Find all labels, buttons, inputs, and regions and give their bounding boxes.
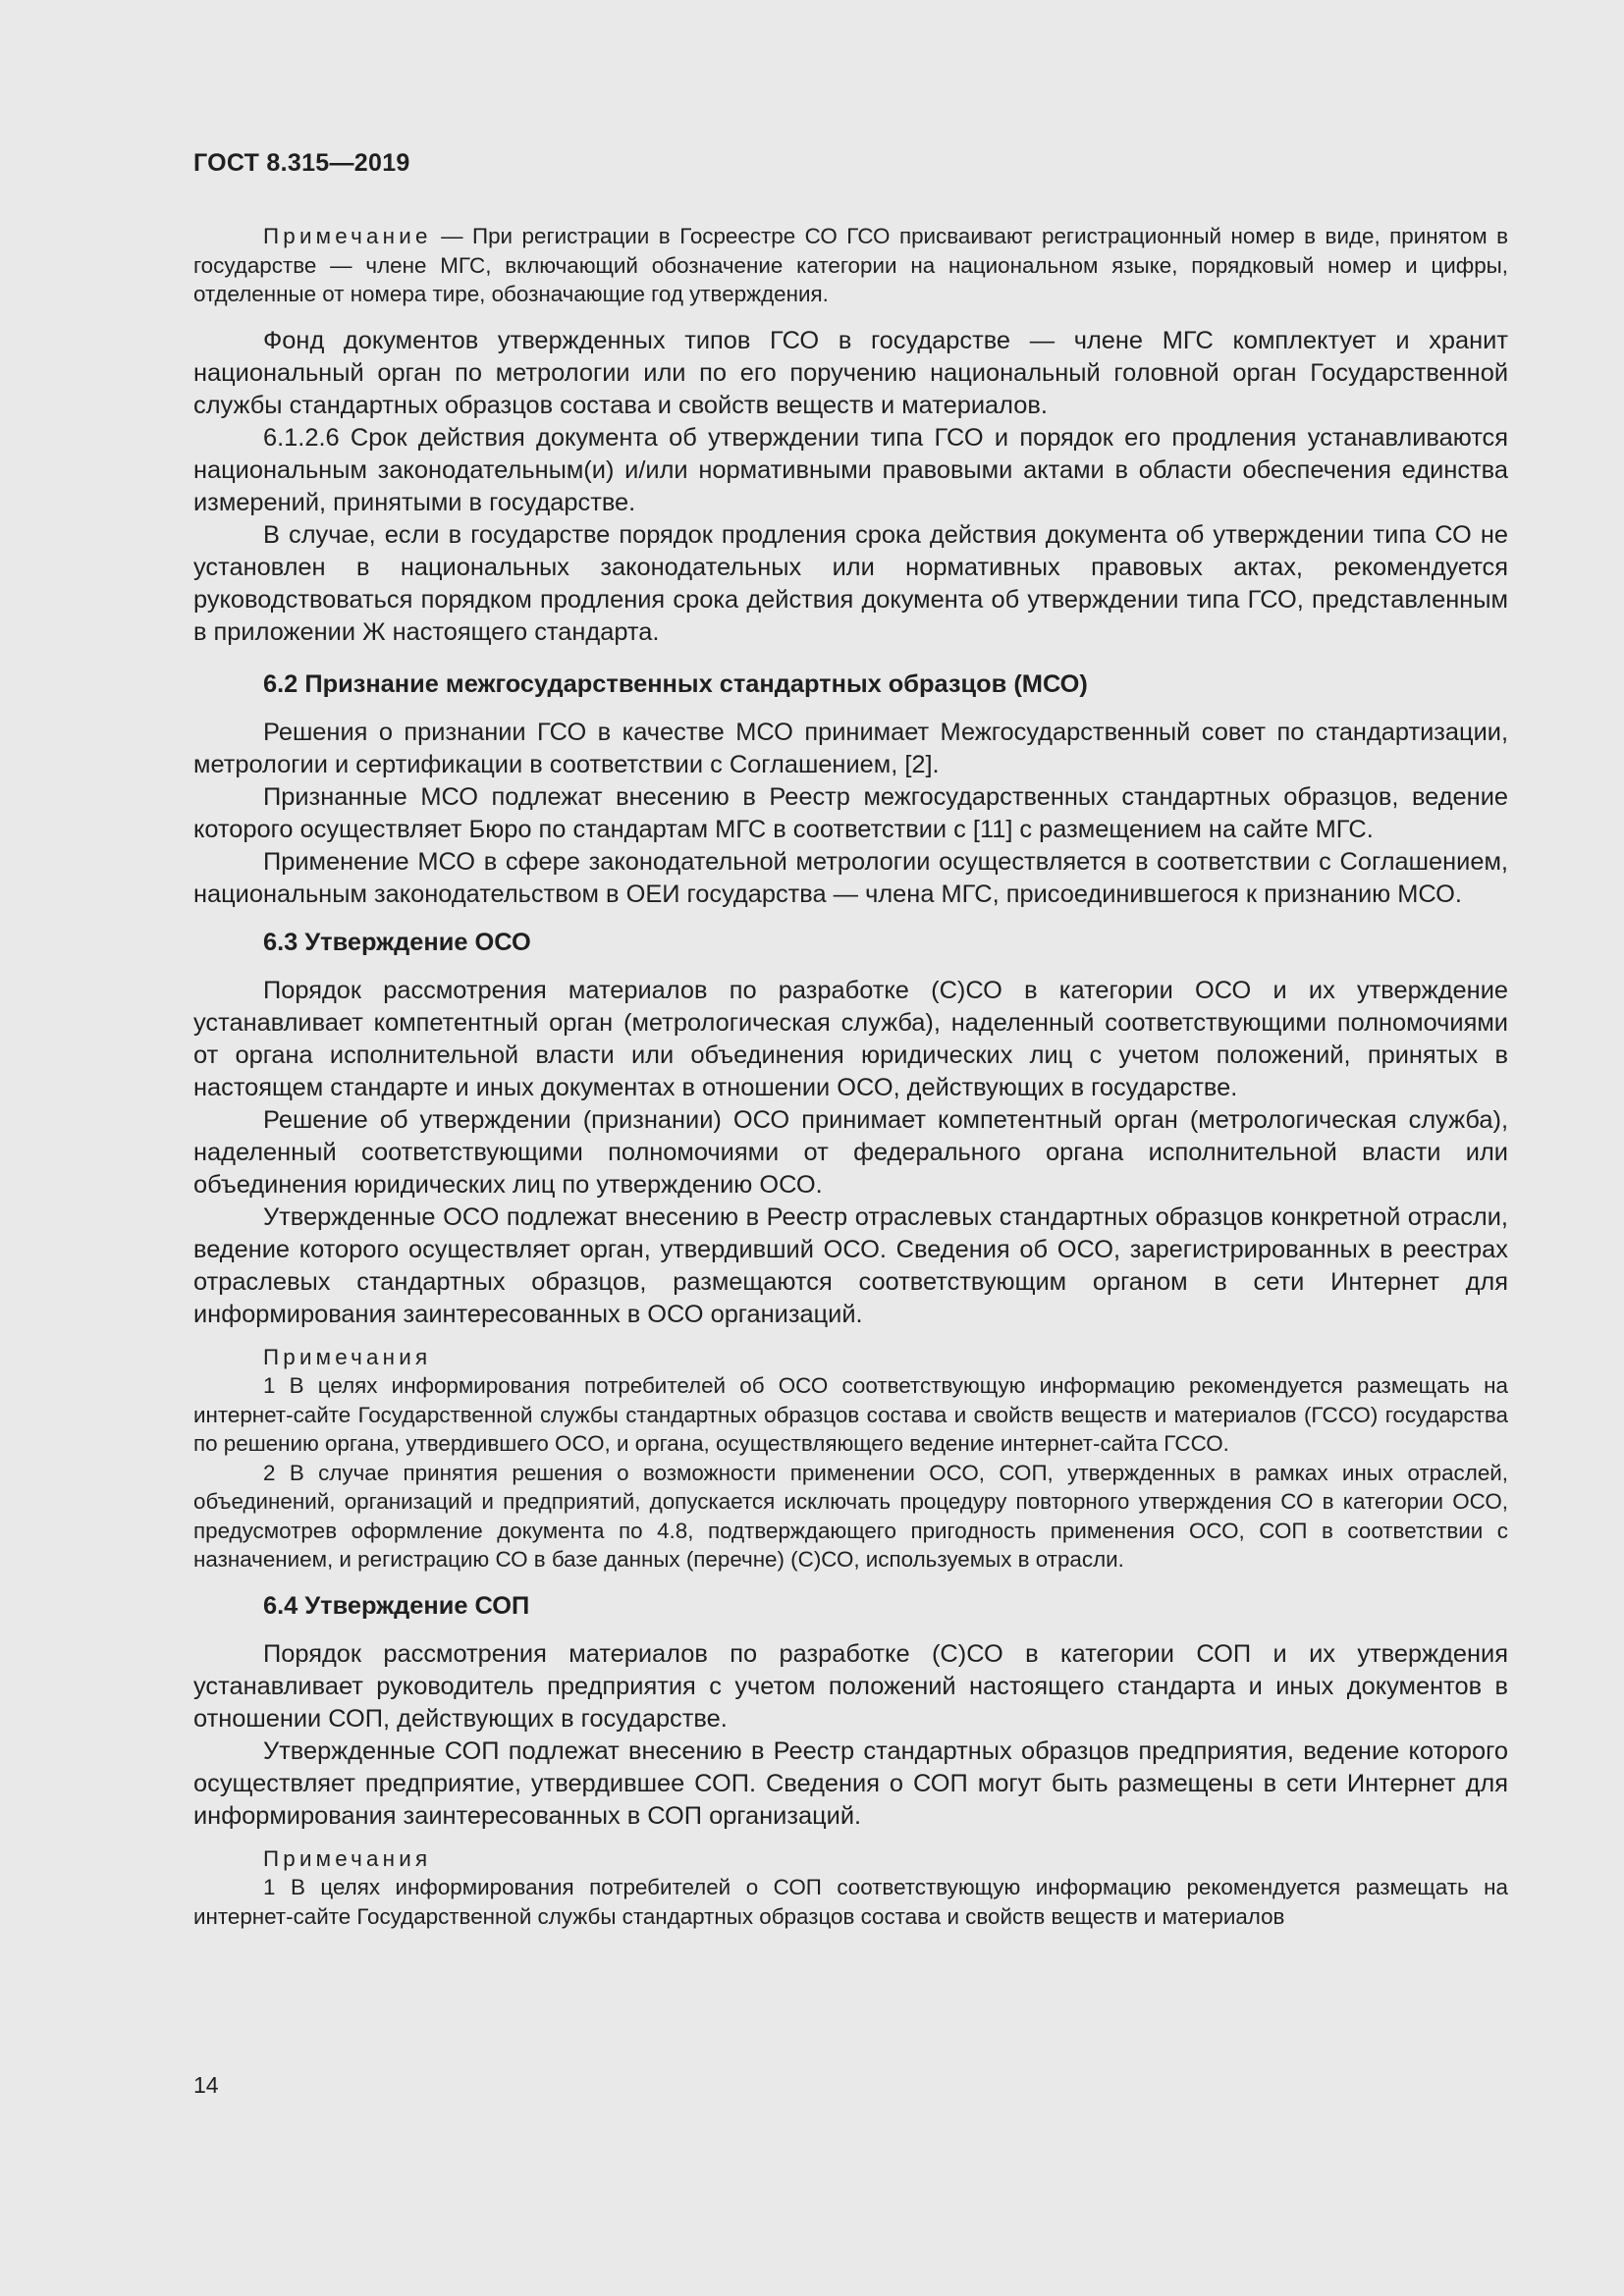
notes-label-6-4: Примечания [263,1845,432,1871]
paragraph-6-2-3: Применение МСО в сфере законодательной метрологии осуществляется в соответствии с Соглашением, национальным законодательством в ОЕИ государства — члена МГС, присоединившегося к признанию МСО. [193,847,1508,908]
document-body [193,222,1508,1931]
paragraph-6-1-2-6: 6.1.2.6 Срок действия документа об утверждении типа ГСО и порядок его продления устанавливаются национальным законодательным(и) и/или нормативными правовыми актами в области обеспечения единства измерений, принятыми в государстве. [193,423,1508,516]
document-header-title: ГОСТ 8.315—2019 [193,149,410,177]
notes-label-6-3: Примечания [263,1344,432,1369]
note-label: Примечание [263,224,432,248]
paragraph-6-2-1: Решения о признании ГСО в качестве МСО принимает Межгосударственный совет по стандартизации, метрологии и сертификации в соответствии с Соглашением, [2]. [193,718,1508,778]
paragraph-6-3-2: Решение об утверждении (признании) ОСО принимает компетентный орган (метрологическая служба), наделенный соответствующими полномочиями от федерального органа исполнительной власти или объединения юридических лиц по утверждению ОСО. [193,1105,1508,1199]
section-heading-6-4: 6.4 Утверждение СОП [263,1591,530,1620]
paragraph-6-3-1: Порядок рассмотрения материалов по разработке (С)СО в категории ОСО и их утверждение устанавливает компетентный орган (метрологическая служба), наделенный соответствующими полномочиями от органа исполнительной власти или объединения юридических лиц с учетом положений, принятых в настоящем стандарте и иных документах в отношении ОСО, действующих в государстве. [193,976,1508,1101]
note-6-3-1: 1 В целях информирования потребителей об ОСО соответствующую информацию рекомендуется размещать на интернет-сайте Государственной службы стандартных образцов состава и свойств веществ и материалов (ГССО) государства по решению органа, утвердившего ОСО, и органа, осуществляющего ведение интернет-сайта ГССО. [193,1373,1508,1456]
note-text: — При регистрации в Госреестре СО ГСО присваивают регистрационный номер в виде, принятом в государстве — члене МГС, включающий обозначение категории на национальном языке, порядковый номер и цифры, отделенные от номера тире, обозначающие год утверждения. [193,224,1508,306]
page-number: 14 [193,2072,219,2098]
paragraph-fund-documents: Фонд документов утвержденных типов ГСО в государстве — члене МГС комплектует и хранит национальный орган по метрологии или по его поручению национальный головной орган Государственной службы стандартных образцов состава и свойств веществ и материалов. [193,326,1508,419]
note-registration [193,222,1508,309]
section-heading-6-3: 6.3 Утверждение ОСО [263,928,531,956]
paragraph-6-2-2: Признанные МСО подлежат внесению в Реестр межгосударственных стандартных образцов, ведение которого осуществляет Бюро по стандартам МГС в соответствии с [11] с размещением на сайте МГС. [193,782,1508,843]
paragraph-extension-procedure: В случае, если в государстве порядок продления срока действия документа об утверждении типа СО не установлен в национальных законодательных или нормативных правовых актах, рекомендуется руководствоваться порядком продления срока действия документа об утверждении типа ГСО, представленным в приложении Ж настоящего стандарта. [193,520,1508,646]
paragraph-6-4-2: Утвержденные СОП подлежат внесению в Реестр стандартных образцов предприятия, ведение которого осуществляет предприятие, утвердившее СОП. Сведения о СОП могут быть размещены в сети Интернет для информирования заинтересованных в СОП организаций. [193,1736,1508,1830]
note-6-3-2: 2 В случае принятия решения о возможности применении ОСО, СОП, утвержденных в рамках иных отраслей, объединений, организаций и предприятий, допускается исключать процедуру повторного утверждения СО в категории ОСО, предусмотрев оформление документа по 4.8, подтверждающего пригодность применения ОСО, СОП в соответствии с назначением, и регистрацию СО в базе данных (перечне) (С)СО, используемых в отрасли. [193,1460,1508,1572]
paragraph-6-3-3: Утвержденные ОСО подлежат внесению в Реестр отраслевых стандартных образцов конкретной отрасли, ведение которого осуществляет орган, утвердивший ОСО. Сведения об ОСО, зарегистрированных в реестрах отраслевых стандартных образцов, размещаются соответствующим органом в сети Интернет для информирования заинтересованных в ОСО организаций. [193,1202,1508,1328]
note-6-4-1: 1 В целях информирования потребителей о СОП соответствующую информацию рекомендуется размещать на интернет-сайте Государственной службы стандартных образцов состава и свойств веществ и материалов [193,1875,1508,1929]
paragraph-6-4-1: Порядок рассмотрения материалов по разработке (С)СО в категории СОП и их утверждения устанавливает руководитель предприятия с учетом положений настоящего стандарта и иных документов в отношении СОП, действующих в государстве. [193,1639,1508,1733]
section-heading-6-2: 6.2 Признание межгосударственных стандартных образцов (МСО) [263,669,1088,698]
